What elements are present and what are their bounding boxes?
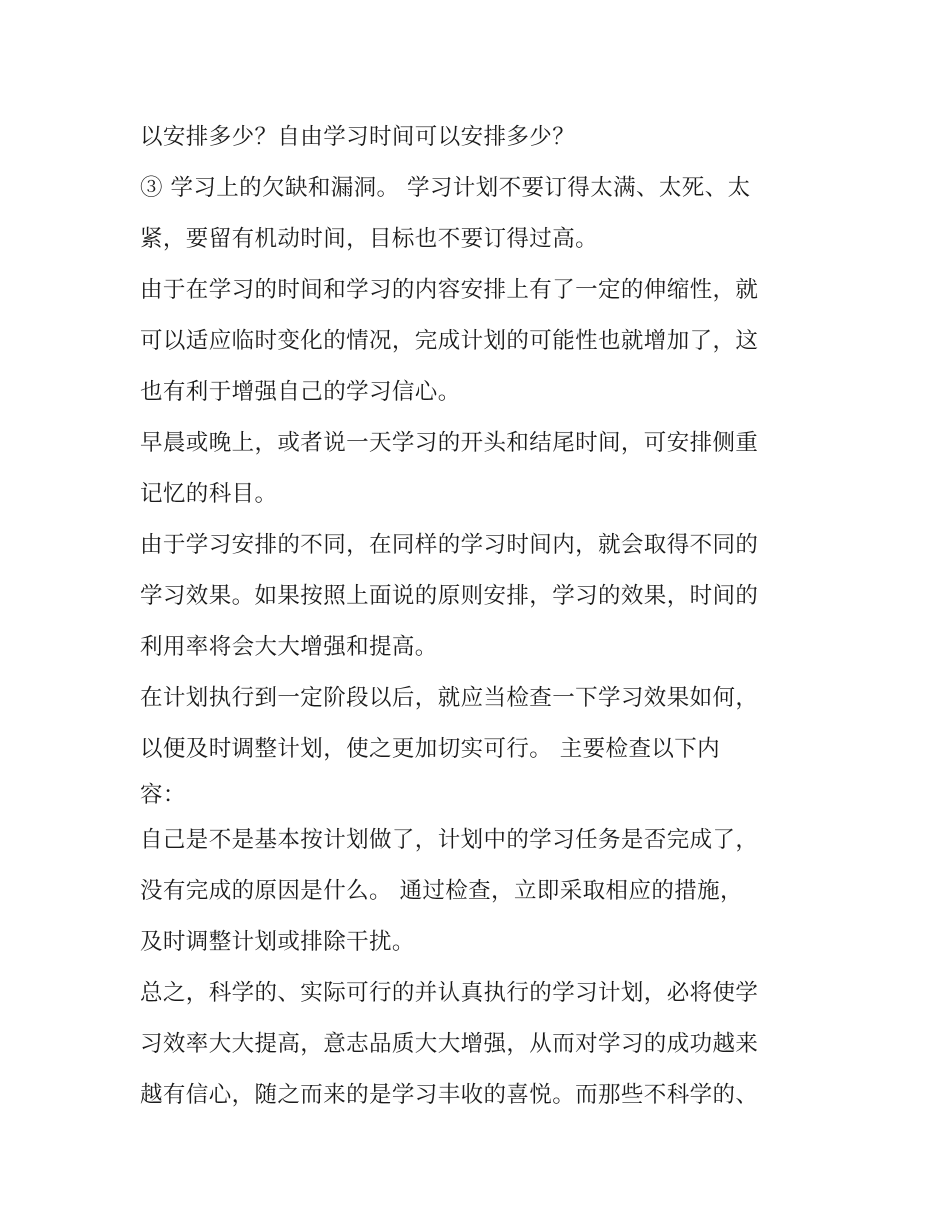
text-line: 及时调整计划或排除干扰。: [140, 929, 415, 955]
text-line: 容：: [140, 782, 186, 808]
text-line: ③ 学习上的欠缺和漏洞。 学习计划不要订得太满、太死、太: [140, 175, 751, 201]
text-line: 也有利于增强自己的学习信心。: [140, 379, 461, 405]
text-line: 在计划执行到一定阶段以后，就应当检查一下学习效果如何，: [140, 685, 759, 711]
text-line: 可以适应临时变化的情况，完成计划的可能性也就增加了，这: [140, 328, 759, 354]
text-line: 习效率大大提高，意志品质大大增强，从而对学习的成功越来: [140, 1031, 759, 1057]
text-line: 早晨或晚上，或者说一天学习的开头和结尾时间，可安排侧重: [140, 430, 759, 456]
text-line: 以便及时调整计划，使之更加切实可行。 主要检查以下内: [140, 736, 721, 762]
text-line: 没有完成的原因是什么。 通过检查，立即采取相应的措施，: [140, 878, 743, 904]
text-line: 总之，科学的、实际可行的并认真执行的学习计划，必将使学: [140, 980, 759, 1006]
text-line: 由于学习安排的不同，在同样的学习时间内，就会取得不同的: [140, 532, 759, 558]
text-line: 自己是不是基本按计划做了，计划中的学习任务是否完成了，: [140, 827, 759, 853]
document-body: [140, 112, 820, 1121]
text-line: 记忆的科目。: [140, 481, 278, 507]
text-line: 由于在学习的时间和学习的内容安排上有了一定的伸缩性，就: [140, 277, 759, 303]
text-line: 学习效果。如果按照上面说的原则安排，学习的效果，时间的: [140, 583, 759, 609]
text-line: 越有信心，随之而来的是学习丰收的喜悦。而那些不科学的、: [140, 1082, 759, 1108]
text-line: 紧，要留有机动时间，目标也不要订得过高。: [140, 226, 599, 252]
text-line: 利用率将会大大增强和提高。: [140, 634, 438, 660]
text-line: 以安排多少？自由学习时间可以安排多少？: [140, 124, 576, 150]
